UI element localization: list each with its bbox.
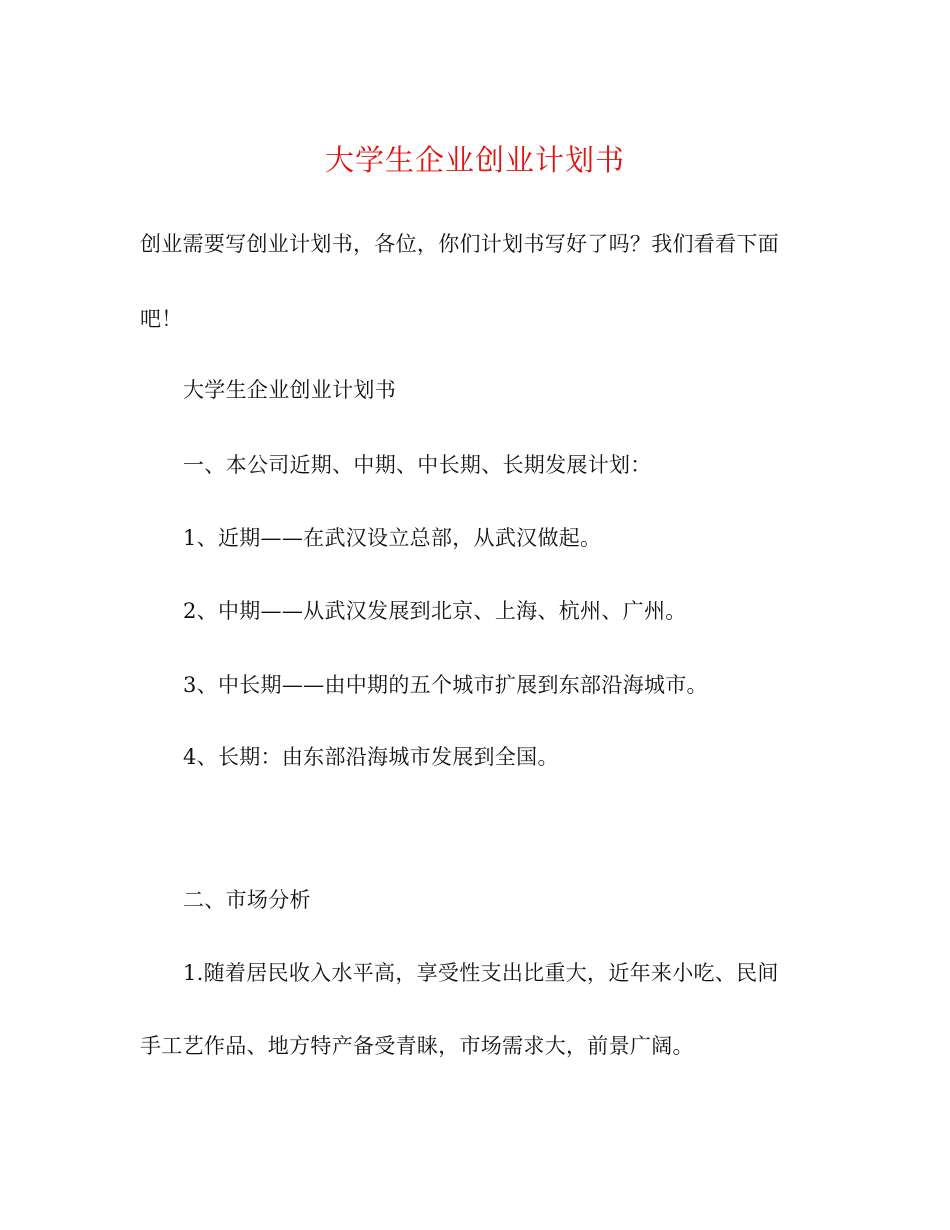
- document-title: 大学生企业创业计划书: [324, 143, 625, 177]
- intro-line-1: 创业需要写创业计划书，各位，你们计划书写好了吗？我们看看下面: [140, 232, 779, 256]
- plan-item-3: 3、中长期——由中期的五个城市扩展到东部沿海城市。: [183, 673, 708, 697]
- plan-item-2: 2、中期——从武汉发展到北京、上海、杭州、广州。: [183, 599, 687, 623]
- market-point-1-line-2: 手工艺作品、地方特产备受青睐，市场需求大，前景广阔。: [140, 1034, 694, 1058]
- section2-heading: 二、市场分析: [183, 888, 311, 912]
- plan-item-4: 4、长期：由东部沿海城市发展到全国。: [183, 745, 559, 769]
- intro-line-2: 吧！: [140, 307, 183, 331]
- market-point-1-line-1: 1.随着居民收入水平高，享受性支出比重大，近年来小吃、民间: [183, 961, 779, 985]
- section1-heading: 一、本公司近期、中期、中长期、长期发展计划：: [183, 453, 652, 477]
- subtitle: 大学生企业创业计划书: [183, 378, 396, 402]
- plan-item-1: 1、近期——在武汉设立总部，从武汉做起。: [183, 526, 602, 550]
